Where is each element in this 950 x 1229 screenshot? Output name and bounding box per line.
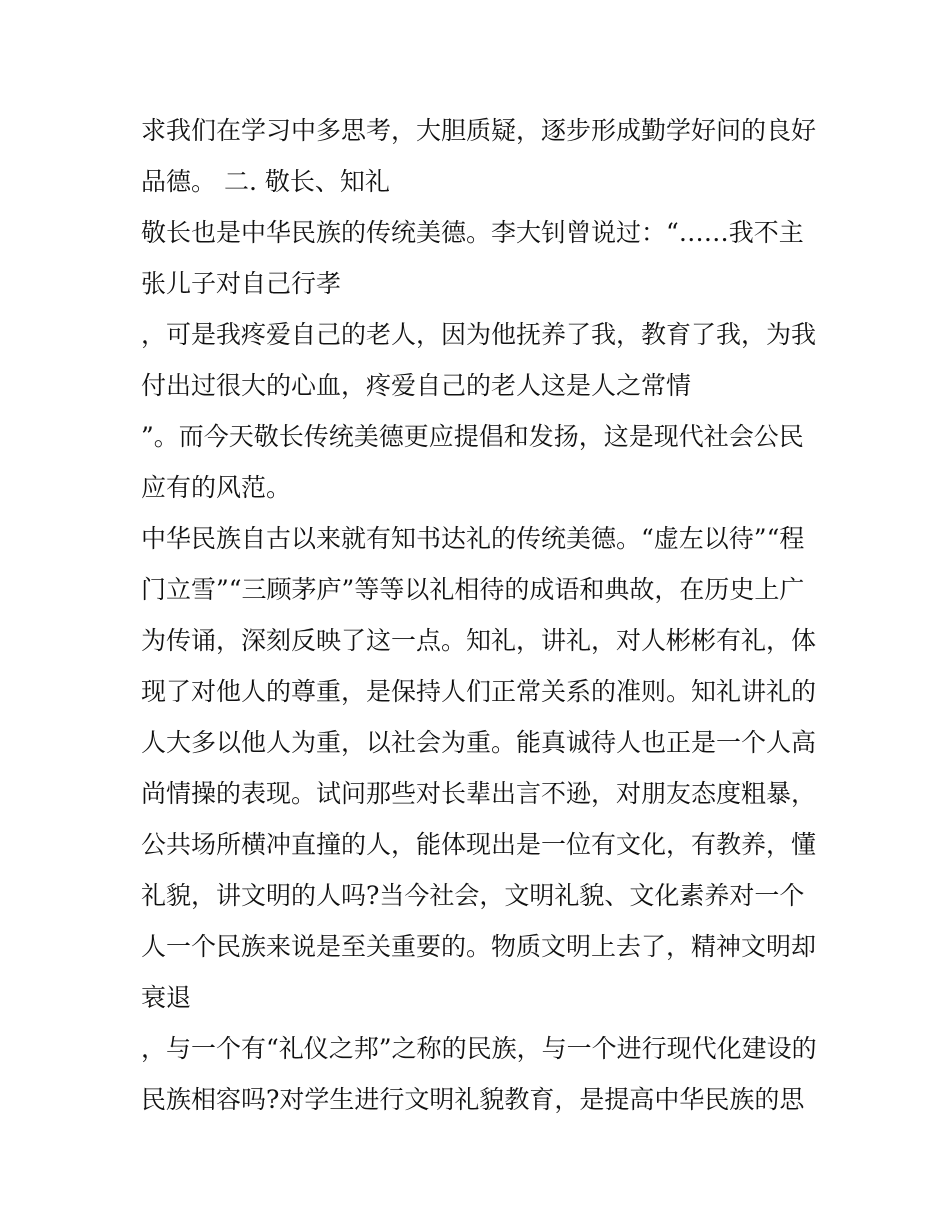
text-line: 为传诵，深刻反映了这一点。知礼，讲礼，对人彬彬有礼，体 <box>141 626 817 655</box>
body-text <box>141 105 821 1125</box>
text-line: 中华民族自古以来就有知书达礼的传统美德。“虚左以待”“程 <box>141 524 805 553</box>
text-line: 人大多以他人为重，以社会为重。能真诚待人也正是一个人高 <box>141 728 817 757</box>
text-line: 尚情操的表现。试问那些对长辈出言不逊，对朋友态度粗暴， <box>141 779 817 808</box>
text-line: 人一个民族来说是至关重要的。物质文明上去了，精神文明却 <box>141 932 817 961</box>
text-line: 应有的风范。 <box>141 473 292 502</box>
text-line: 公共场所横冲直撞的人，能体现出是一位有文化，有教养，懂 <box>141 830 817 859</box>
text-line: 敬长也是中华民族的传统美德。李大钊曾说过：“……我不主 <box>141 218 804 247</box>
text-line: ”。而今天敬长传统美德更应提倡和发扬，这是现代社会公民 <box>141 422 804 451</box>
text-line: 张儿子对自己行孝 <box>141 269 342 298</box>
text-line: 求我们在学习中多思考，大胆质疑，逐步形成勤学好问的良好 <box>141 116 817 145</box>
text-line: 衰退 <box>141 983 192 1012</box>
text-line: 付出过很大的心血，疼爱自己的老人这是人之常情 <box>141 371 692 400</box>
text-line: 民族相容吗?对学生进行文明礼貌教育，是提高中华民族的思 <box>141 1085 805 1114</box>
text-line: ，可是我疼爱自己的老人，因为他抚养了我，教育了我，为我 <box>141 320 817 349</box>
text-line: 现了对他人的尊重，是保持人们正常关系的准则。知礼讲礼的 <box>141 677 817 706</box>
text-line: ，与一个有“礼仪之邦”之称的民族，与一个进行现代化建设的 <box>141 1034 817 1063</box>
text-line: 品德。 二. 敬长、知礼 <box>141 167 390 196</box>
text-line: 门立雪”“三顾茅庐”等等以礼相待的成语和典故，在历史上广 <box>141 575 805 604</box>
text-line: 礼貌，讲文明的人吗?当今社会，文明礼貌、文化素养对一个 <box>141 881 805 910</box>
